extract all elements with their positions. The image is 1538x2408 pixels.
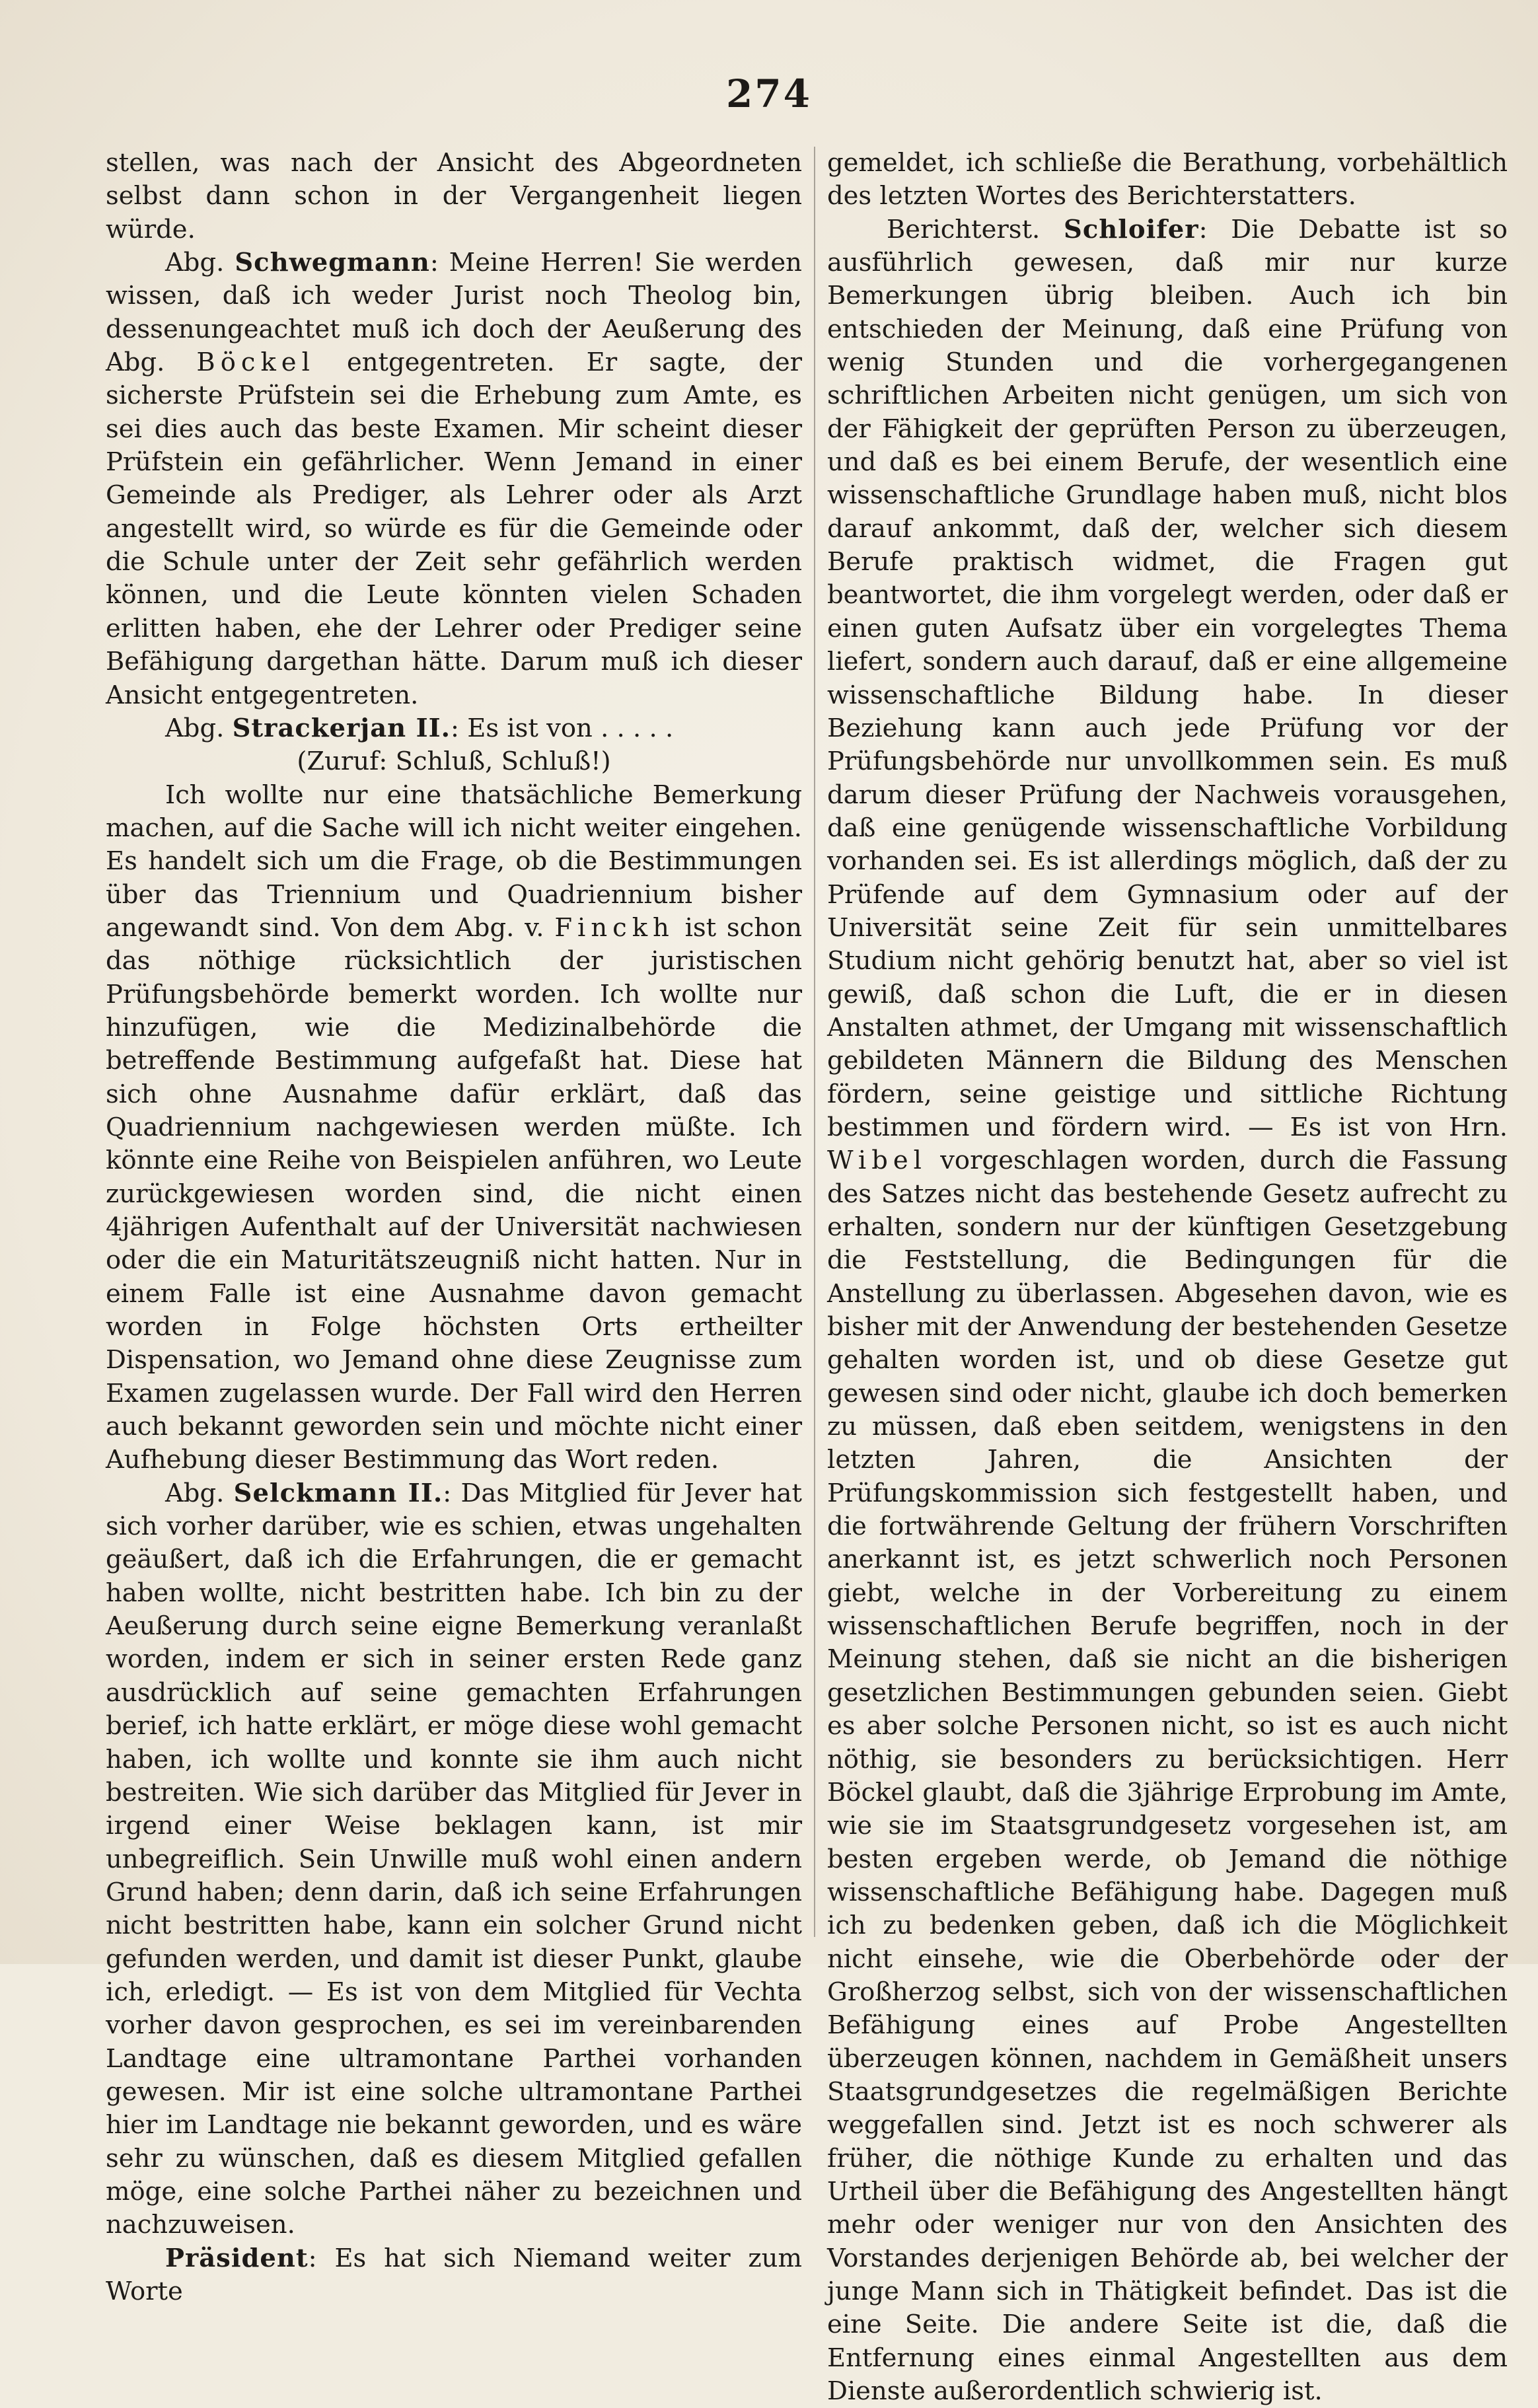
- paragraph: [106, 1477, 802, 2242]
- referenced-name: Wibel: [827, 1146, 927, 1176]
- speaker-title: Berichterst.: [887, 214, 1041, 244]
- speaker-title: Abg.: [165, 248, 225, 278]
- paragraph: [106, 779, 802, 1477]
- speaker-title: Abg.: [165, 1478, 225, 1508]
- speech-text: vorgeschlagen worden, durch die Fassung des Satzes nicht das bestehende Gesetz aufrecht zu erhalten, sondern nur der künftigen Gesetzgebung die Feststellung, die Bedingungen für die Anstellung zu überlassen. Abgesehen davon, wie es bisher mit der Anwendung der bestehenden Gesetze gehalten worden ist, und ob diese Gesetze gut gewesen sind oder nicht, glaube ich doch bemerken zu müssen, daß eben seitdem, wenigstens in den letzten Jahren, die Ansichten der Prüfungskommission sich festgestellt haben, und die fortwährende Geltung der frühern Vorschriften anerkannt ist, es jetzt schwerlich noch Personen giebt, welche in der Vorbereitung zu einem wissenschaftlichen Berufe begriffen, noch in der Meinung stehen, daß sie nicht an die bisherigen gesetzlichen Bestimmungen gebunden seien. Giebt es aber solche Personen nicht, so ist es auch nicht nöthig, sie besonders zu berücksichtigen. Herr Böckel glaubt, daß die 3jährige Erprobung im Amte, wie sie im Staatsgrundgesetz vorgesehen ist, am besten ergeben werde, ob Jemand die nöthige wissenschaftliche Befähigung habe. Dagegen muß ich zu bedenken geben, daß ich die Möglichkeit nicht einsehe, wie die Oberbehörde oder der Großherzog selbst, sich von der wissenschaftlichen Befähigung eines auf Probe Angestellten überzeugen können, nachdem in Gemäßheit unsers Staatsgrundgesetzes die regelmäßigen Berichte weggefallen sind. Jetzt ist es noch schwerer als früher, die nöthige Kunde zu erhalten und das Urtheil über die Befähigung des Angestellten hängt mehr oder weniger nur von den Ansichten des Vorstandes derjenigen Behörde ab, bei welcher der junge Mann sich in Thätigkeit befindet. Das ist die eine Seite. Die andere Seite ist die, daß die Entfernung eines einmal Angestellten aus dem Dienste außerordentlich schwierig ist.: [827, 1146, 1508, 2407]
- paragraph: [106, 246, 802, 712]
- speech-text: : Meine Herren! Sie werden wissen, daß ich weder Jurist noch Theolog bin, dessenungeachtet muß ich doch der Aeußerung des Abg.: [106, 248, 802, 378]
- speaker-name: Strackerjan II.: [232, 713, 451, 743]
- referenced-name: Böckel: [196, 347, 315, 378]
- speaker-name: Schwegmann: [235, 248, 430, 278]
- speech-text: : Es hat sich Niemand weiter zum Worte: [106, 2243, 802, 2306]
- paragraph: stellen, was nach der Ansicht des Abgeordneten selbst dann schon in der Vergangenheit liegen würde.: [106, 148, 802, 244]
- speech-text: : Das Mitglied für Jever hat sich vorher darüber, wie es schien, etwas ungehalten geäußert, daß ich die Erfahrungen, die er gemacht haben wollte, nicht bestritten habe. Ich bin zu der Aeußerung durch seine eigne Bemerkung veranlaßt worden, indem er sich in seiner ersten Rede ganz ausdrücklich auf seine gemachten Erfahrungen berief, ich hatte erklärt, er möge diese wohl gemacht haben, ich wollte und konnte sie ihm auch nicht bestreiten. Wie sich darüber das Mitglied für Jever in irgend einer Weise beklagen kann, ist mir unbegreiflich. Sein Unwille muß wohl einen andern Grund haben; denn darin, daß ich seine Erfahrungen nicht bestritten habe, kann ein solcher Grund nicht gefunden werden, und damit ist dieser Punkt, glaube ich, erledigt. — Es ist von dem Mitglied für Vechta vorher davon gesprochen, es sei im vereinbarenden Landtage eine ultramontane Parthei vorhanden gewesen. Mir ist eine solche ultramontane Parthei hier im Landtage nie bekannt geworden, und es wäre sehr zu wünschen, daß es diesem Mitglied gefallen möge, eine solche Parthei näher zu bezeichnen und nachzuweisen.: [106, 1478, 802, 2240]
- referenced-name: Finckh: [554, 912, 675, 943]
- right-column: [827, 147, 1508, 2407]
- paragraph: [106, 712, 802, 745]
- speech-text: : Die Debatte ist so ausführlich gewesen, daß mir nur kurze Bemerkungen übrig bleiben. Auch ich bin entschieden der Meinung, daß eine Prüfung von wenig Stunden und die vorhergegangenen schriftlichen Arbeiten nicht genügen, um sich von der Fähigkeit der geprüften Person zu überzeugen, und daß es bei einem Berufe, der wesentlich eine wissenschaftliche Grundlage haben muß, nicht blos darauf ankommt, daß der, welcher sich diesem Berufe praktisch widmet, die Fragen gut beantwortet, die ihm vorgelegt werden, oder daß er einen guten Aufsatz über ein vorgelegtes Thema liefert, sondern auch darauf, daß er eine allgemeine wissenschaftliche Bildung habe. In dieser Beziehung kann auch jede Prüfung vor der Prüfungsbehörde nur unvollkommen sein. Es muß darum dieser Prüfung der Nachweis vorausgehen, daß eine genügende wissenschaftliche Vorbildung vorhanden sei. Es ist allerdings möglich, daß der zu Prüfende auf dem Gymnasium oder auf der Universität seine Zeit für sein unmittelbares Studium nicht gehörig benutzt hat, aber so viel ist gewiß, daß schon die Luft, die er in diesen Anstalten athmet, der Umgang mit wissenschaftlich gebildeten Männern die Bildung des Menschen fördern, seine geistige und sittliche Richtung bestimmen und fördern wird. — Es ist von Hrn.: [827, 214, 1508, 1142]
- speech-text: ist schon das nöthige rücksichtlich der juristischen Prüfungsbehörde bemerkt worden. Ich wollte nur hinzufügen, wie die Medizinalbehörde die betreffende Bestimmung aufgefaßt hat. Diese hat sich ohne Ausnahme dafür erklärt, daß das Quadriennium nachgewiesen werden müßte. Ich könnte eine Reihe von Beispielen anführen, wo Leute zurückgewiesen worden sind, die nicht einen 4jährigen Aufenthalt auf der Universität nachwiesen oder die ein Maturitätszeugniß nicht hatten. Nur in einem Falle ist eine Ausnahme davon gemacht worden in Folge höchsten Orts ertheilter Dispensation, wo Jemand ohne diese Zeugnisse zum Examen zugelassen wurde. Der Fall wird den Herren auch bekannt geworden sein und möchte nicht einer Aufhebung dieser Bestimmung das Wort reden.: [106, 912, 803, 1475]
- paragraph: [827, 213, 1508, 2408]
- interjection: (Zuruf: Schluß, Schluß!): [297, 747, 611, 777]
- speaker-name: Selckmann II.: [233, 1478, 443, 1508]
- speech-text: entgegentreten. Er sagte, der sicherste Prüfstein sei die Erhebung zum Amte, es sei dies auch das beste Examen. Mir scheint dieser Prüfstein ein gefährlicher. Wenn Jemand in einer Gemeinde als Prediger, als Lehrer oder als Arzt angestellt wird, so würde es für die Gemeinde oder die Schule unter der Zeit sehr gefährlich werden können, und die Leute könnten vielen Schaden erlitten haben, ehe der Lehrer oder Prediger seine Befähigung dargethan hätte. Darum muß ich dieser Ansicht entgegentreten.: [106, 347, 803, 710]
- speaker-name: Schloifer: [1064, 214, 1199, 244]
- speaker-title: Abg.: [165, 713, 225, 743]
- speaker-name: Präsident: [165, 2243, 309, 2273]
- column-divider: [814, 147, 815, 1937]
- left-column: [106, 147, 803, 2306]
- speech-text: Ich wollte nur eine thatsächliche Bemerkung machen, auf die Sache will ich nicht weiter eingehen. Es handelt sich um die Frage, ob die Bestimmungen über das Triennium und Quadriennium bisher angewandt sind. Von dem Abg. v.: [106, 780, 802, 943]
- paragraph: gemeldet, ich schließe die Berathung, vorbehältlich des letzten Wortes des Berichterstatters.: [827, 148, 1508, 211]
- page-number: 274: [725, 71, 813, 116]
- paragraph: [106, 2242, 802, 2309]
- speech-text: : Es ist von . . . . .: [451, 713, 674, 743]
